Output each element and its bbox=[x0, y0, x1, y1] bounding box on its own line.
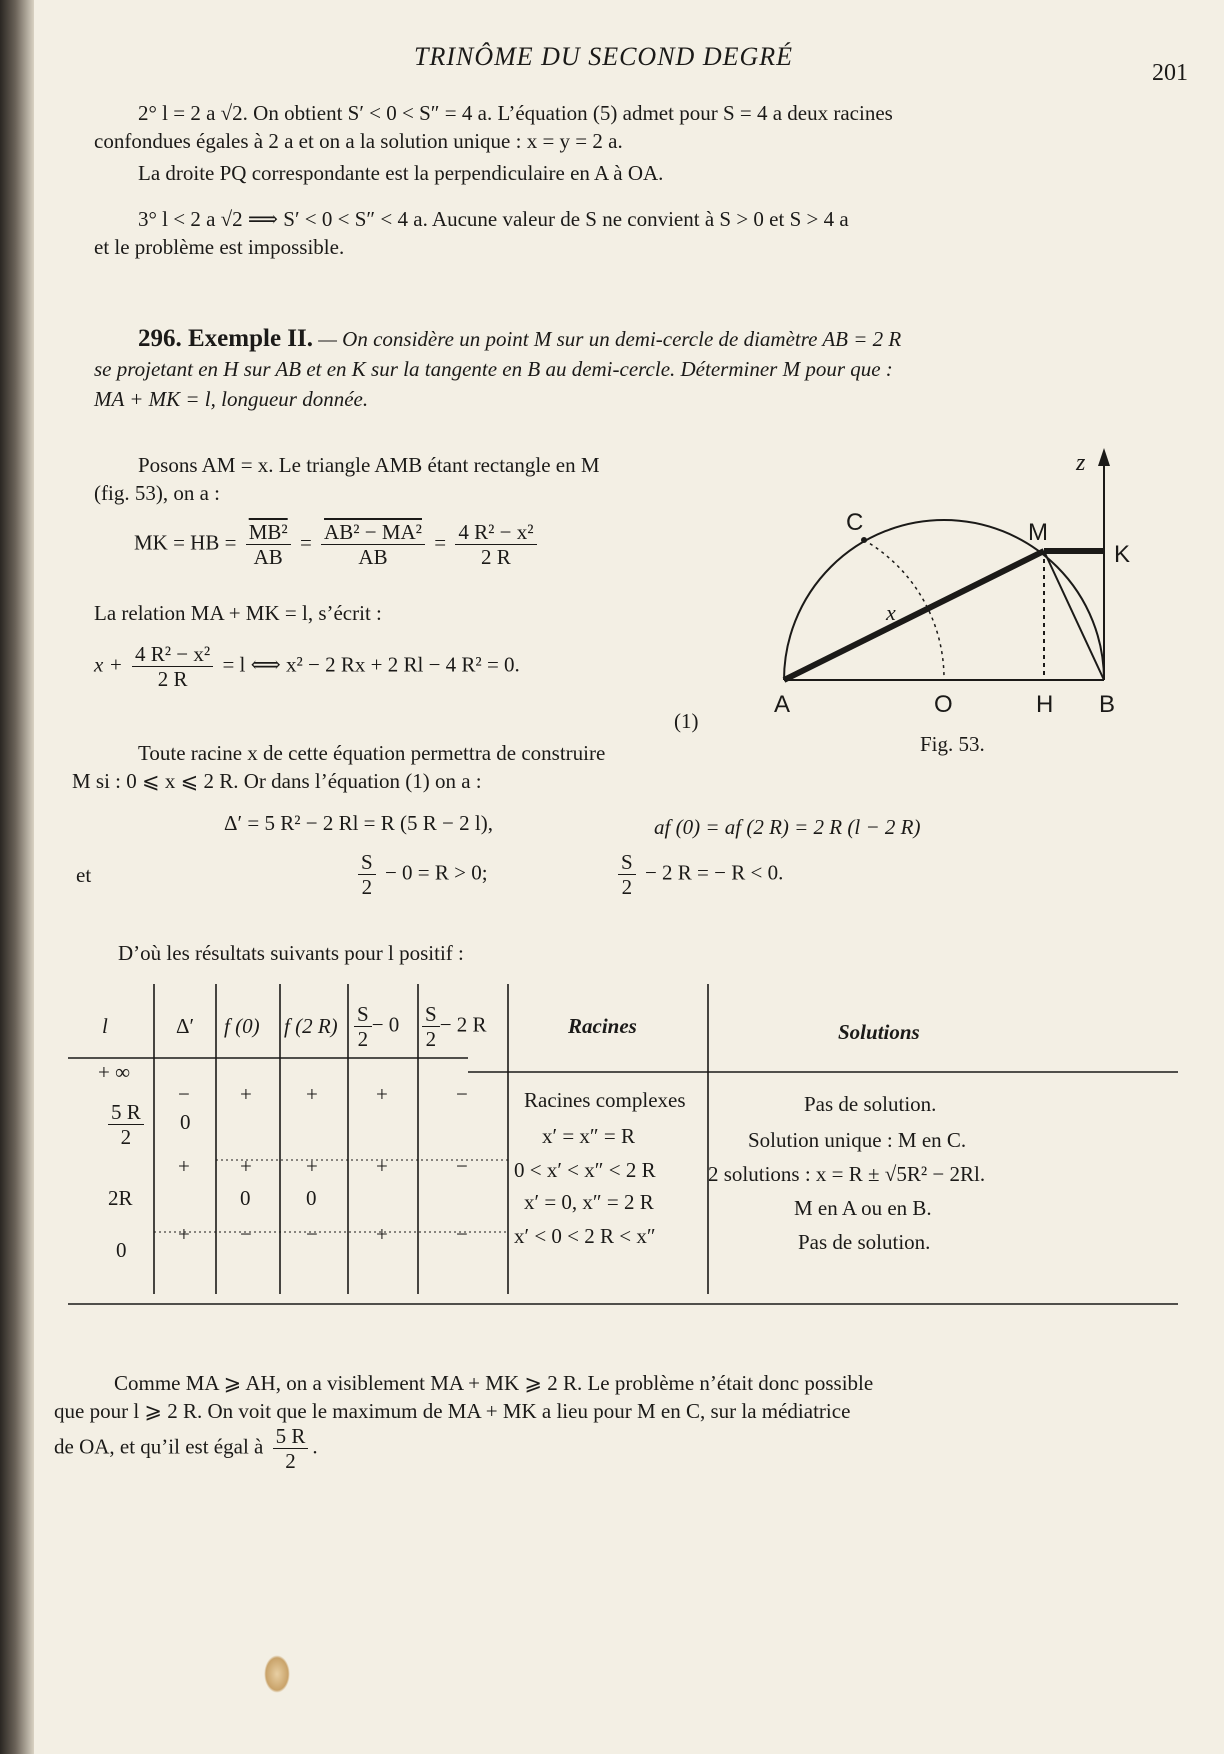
toute-line-1: Toute racine x de cette équation permettra de construire bbox=[138, 741, 606, 765]
posons-line-1: Posons AM = x. Le triangle AMB étant rectangle en M bbox=[138, 453, 600, 477]
toute-line-2: M si : 0 ⩽ x ⩽ 2 R. Or dans l’équation (1) on a : bbox=[72, 769, 482, 793]
conclusion-text: de OA, et qu’il est égal à bbox=[54, 1434, 264, 1459]
l-zero: 0 bbox=[116, 1238, 127, 1262]
period: . bbox=[312, 1434, 318, 1459]
conclusion-line-3 bbox=[54, 1424, 318, 1473]
figure-caption: Fig. 53. bbox=[920, 732, 985, 756]
label-z: z bbox=[1076, 450, 1086, 476]
fraction-numerator: 4 R² − x² bbox=[455, 520, 536, 545]
r5-delta: + bbox=[178, 1222, 190, 1246]
case-3-line-1: 3° l < 2 a √2 ⟹ S′ < 0 < S″ < 4 a. Aucune valeur de S ne convient à S > 0 et S > 4 a bbox=[138, 207, 849, 231]
s-over-2 bbox=[618, 850, 636, 899]
r5-s0: + bbox=[376, 1222, 388, 1246]
header-solutions: Solutions bbox=[838, 1020, 920, 1044]
l-plus-infinity: + ∞ bbox=[98, 1060, 131, 1084]
book-page bbox=[34, 0, 1224, 1754]
r3-delta: + bbox=[178, 1154, 190, 1178]
label-c: C bbox=[846, 509, 864, 536]
r3-s2r: − bbox=[456, 1154, 468, 1178]
max-value-fraction bbox=[273, 1424, 309, 1473]
fraction-numerator: S bbox=[358, 850, 376, 875]
fraction-denominator: 2 bbox=[285, 1449, 296, 1473]
fraction-numerator: 5 R bbox=[108, 1100, 144, 1125]
eq-rhs: = l ⟺ x² − 2 Rx + 2 Rl − 4 R² = 0. bbox=[222, 652, 520, 677]
mk-fraction-2 bbox=[321, 520, 425, 569]
label-h: H bbox=[1036, 691, 1054, 718]
label-a: A bbox=[774, 691, 791, 718]
s-half-minus-0: − 0 = R > 0; bbox=[384, 860, 488, 885]
variation-table bbox=[68, 974, 1178, 1334]
r1-delta: − bbox=[178, 1082, 190, 1106]
header-f2r: f (2 R) bbox=[284, 1014, 338, 1038]
r1-s0: + bbox=[376, 1082, 388, 1106]
l-five-r-over-2 bbox=[108, 1100, 144, 1149]
s-half-positive bbox=[354, 850, 488, 899]
chord-mb bbox=[1044, 551, 1104, 680]
r3-solutions: 2 solutions : x = R ± √5R² − 2Rl. bbox=[708, 1162, 986, 1186]
relation-line: La relation MA + MK = l, s’écrit : bbox=[94, 601, 382, 625]
fraction-denominator: 2 bbox=[357, 1027, 369, 1051]
delta-formula: Δ′ = 5 R² − 2 Rl = R (5 R − 2 l), bbox=[224, 811, 493, 835]
mk-formula bbox=[134, 520, 541, 569]
r4-racines: x′ = 0, x″ = 2 R bbox=[524, 1190, 654, 1214]
equation-1 bbox=[94, 642, 520, 691]
r3-racines: 0 < x′ < x″ < 2 R bbox=[514, 1158, 656, 1182]
r5-racines: x′ < 0 < 2 R < x″ bbox=[514, 1224, 656, 1248]
label-o: O bbox=[934, 691, 953, 718]
fraction-denominator: 2 R bbox=[481, 545, 511, 569]
l-two-r: 2R bbox=[108, 1186, 133, 1210]
header-racines: Racines bbox=[568, 1014, 637, 1038]
eq-fraction bbox=[132, 642, 213, 691]
arrow-head bbox=[1098, 448, 1110, 466]
af-formula: af (0) = af (2 R) = 2 R (l − 2 R) bbox=[654, 815, 921, 839]
posons-line-2: (fig. 53), on a : bbox=[94, 481, 220, 505]
section-number: 296. Exemple II. bbox=[138, 325, 313, 352]
page-number: 201 bbox=[1152, 60, 1188, 86]
book-spine-shadow bbox=[0, 0, 34, 1754]
s-over-2 bbox=[358, 850, 376, 899]
fraction-numerator: AB² − MA² bbox=[321, 520, 425, 545]
fraction-numerator: S bbox=[354, 1002, 372, 1027]
header-l: l bbox=[102, 1014, 108, 1038]
header-minus-0: − 0 bbox=[371, 1012, 400, 1037]
conclusion-line-2: que pour l ⩾ 2 R. On voit que le maximum de MA + MK a lieu pour M en C, sur la médiatrice bbox=[54, 1399, 851, 1423]
r4-f2r: 0 bbox=[306, 1186, 317, 1210]
fraction-denominator: 2 R bbox=[157, 667, 188, 691]
label-m: M bbox=[1028, 519, 1048, 546]
r3-f0: + bbox=[240, 1154, 252, 1178]
r1-f2r: + bbox=[306, 1082, 318, 1106]
label-x: x bbox=[886, 600, 896, 625]
mk-lhs: MK = HB = bbox=[134, 530, 237, 555]
header-s-minus-2r bbox=[422, 1002, 487, 1051]
r1-s2r: − bbox=[456, 1082, 468, 1106]
results-intro: D’où les résultats suivants pour l positif : bbox=[118, 941, 464, 965]
et-word: et bbox=[76, 863, 92, 887]
section-statement-1: — On considère un point M sur un demi-cercle de diamètre AB = 2 R bbox=[318, 327, 902, 351]
r3-s0: + bbox=[376, 1154, 388, 1178]
s-half-minus-2r: − 2 R = − R < 0. bbox=[644, 860, 784, 885]
r1-solutions: Pas de solution. bbox=[804, 1092, 937, 1116]
r2-racines: x′ = x″ = R bbox=[542, 1124, 636, 1148]
equals-sign: = bbox=[434, 530, 447, 555]
section-statement-3: MA + MK = l, longueur donnée. bbox=[94, 387, 369, 411]
fraction-denominator: AB bbox=[358, 545, 388, 569]
case-3-line-2: et le problème est impossible. bbox=[94, 235, 345, 259]
r1-racines: Racines complexes bbox=[524, 1088, 686, 1112]
mk-fraction-3 bbox=[455, 520, 536, 569]
fraction-numerator: MB² bbox=[246, 520, 291, 545]
fraction-denominator: AB bbox=[253, 545, 283, 569]
case-2-line-2: confondues égales à 2 a et on a la solution unique : x = y = 2 a. bbox=[94, 129, 623, 153]
header-f0: f (0) bbox=[224, 1014, 260, 1038]
header-minus-2r: − 2 R bbox=[439, 1012, 487, 1037]
fraction-numerator: S bbox=[618, 850, 636, 875]
label-k: K bbox=[1114, 541, 1131, 568]
conclusion-line-1: Comme MA ⩾ AH, on a visiblement MA + MK ⩾ 2 R. Le problème n’était donc possible bbox=[114, 1371, 874, 1395]
r3-f2r: + bbox=[306, 1154, 318, 1178]
eq-lhs: x + bbox=[94, 652, 123, 677]
fraction-denominator: 2 bbox=[425, 1027, 437, 1051]
r5-f2r: − bbox=[306, 1222, 318, 1246]
page-header bbox=[34, 42, 1224, 86]
r5-f0: − bbox=[240, 1222, 252, 1246]
paper-stain bbox=[264, 1655, 290, 1693]
header-s-minus-0 bbox=[354, 1002, 399, 1051]
case-2-line-3: La droite PQ correspondante est la perpendiculaire en A à OA. bbox=[138, 161, 664, 185]
r4-solutions: M en A ou en B. bbox=[794, 1196, 932, 1220]
equation-label: (1) bbox=[674, 709, 699, 733]
r2-delta: 0 bbox=[180, 1110, 191, 1134]
header-delta: Δ′ bbox=[176, 1014, 195, 1038]
chord-am bbox=[784, 551, 1044, 680]
fraction-numerator: 4 R² − x² bbox=[132, 642, 213, 667]
section-heading bbox=[94, 326, 901, 352]
arc-dotted bbox=[864, 540, 944, 680]
section-statement-2: se projetant en H sur AB et en K sur la tangente en B au demi-cercle. Déterminer M pour que : bbox=[94, 357, 893, 381]
point-c bbox=[861, 537, 867, 543]
figure-53 bbox=[774, 440, 1184, 730]
fraction-numerator: 5 R bbox=[273, 1424, 309, 1449]
fraction-denominator: 2 bbox=[120, 1125, 132, 1149]
s-half-negative bbox=[614, 850, 783, 899]
fraction-denominator: 2 bbox=[361, 875, 373, 899]
fraction-numerator: S bbox=[422, 1002, 440, 1027]
label-b: B bbox=[1099, 691, 1116, 718]
fraction-denominator: 2 bbox=[621, 875, 633, 899]
r2-solutions: Solution unique : M en C. bbox=[748, 1128, 967, 1152]
running-title: TRINÔME DU SECOND DEGRÉ bbox=[414, 42, 794, 71]
mk-fraction-1 bbox=[246, 520, 291, 569]
equals-sign: = bbox=[299, 530, 312, 555]
case-2-line-1: 2° l = 2 a √2. On obtient S′ < 0 < S″ = 4 a. L’équation (5) admet pour S = 4 a deux racines bbox=[138, 101, 893, 125]
r4-f0: 0 bbox=[240, 1186, 251, 1210]
r5-solutions: Pas de solution. bbox=[798, 1230, 931, 1254]
r5-s2r: − bbox=[456, 1222, 468, 1246]
r1-f0: + bbox=[240, 1082, 252, 1106]
